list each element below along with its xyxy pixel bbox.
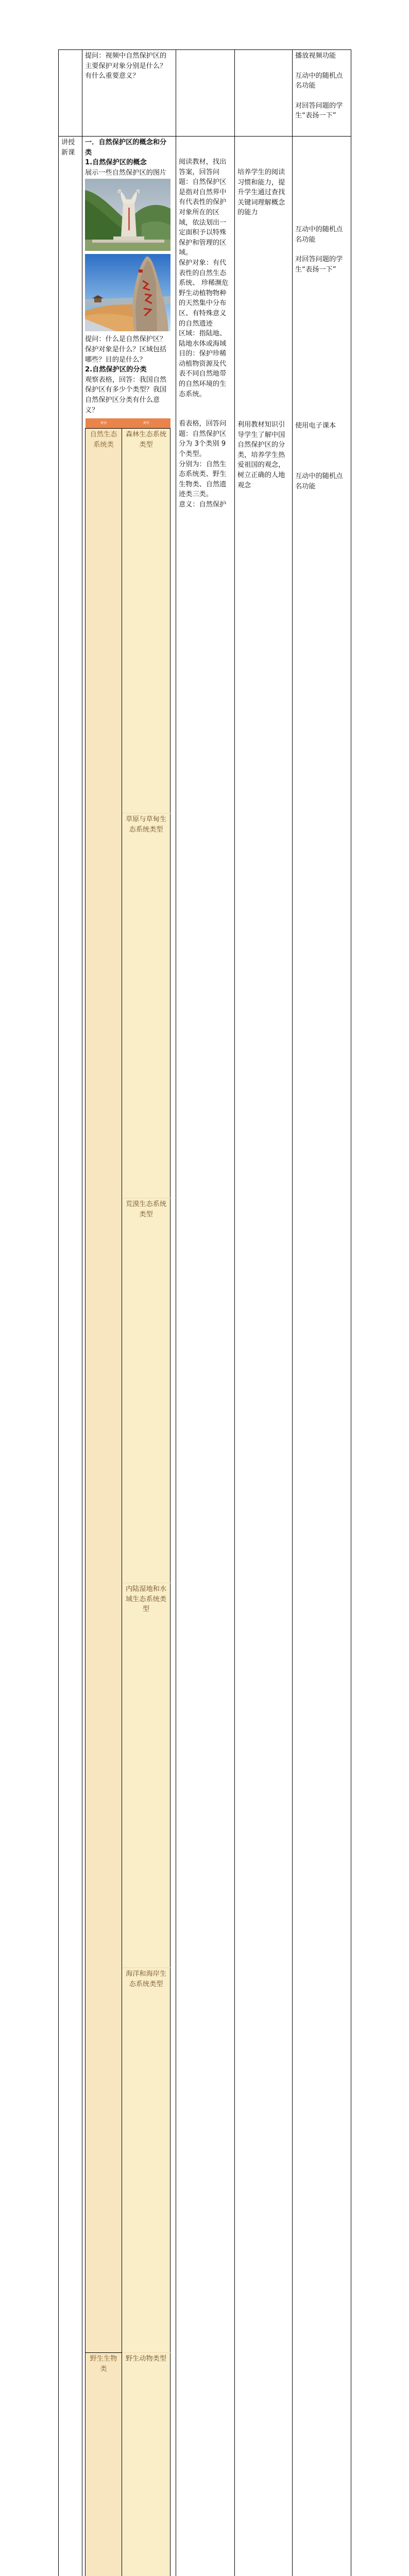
tech-note: 互动中的随机点名功能 [295,71,348,91]
teacher-activity-cell [82,50,176,137]
tech-use-cell [293,137,351,2576]
category-cell: 自然生态系统类 [86,429,122,2353]
tech-note: 使用电子课本 [295,421,348,431]
student-activity-cell [176,50,235,137]
student-answer: 保护对象：有代表性的自然生态系统、 珍稀濒危野生动植物物种的天然集中分布区、有特殊意义的自然遗迹 [179,258,232,329]
question-text: 提问：视频中自然保护区的主要保护对象分别是什么？有什么重要意义？ [85,51,173,81]
design-intent-cell [235,137,293,2576]
table-header: 类型 [122,418,171,429]
student-answer: 目的：保护珍稀动植物资源及代表不同自然地带的自然环境的生态系统。 [179,349,232,399]
shapotou-stone-photo [85,254,171,331]
type-cell: 内陆湿地和水域生态系统类型 [122,1583,171,1968]
question-text: 提问：什么是自然保护区？保护对象是什么？区域包括哪些？目的是什么？ [85,334,173,365]
design-intent: 培养学生的阅读习惯和能力，提升学生通过查找关键词理解概念的能力 [237,167,289,218]
type-cell: 草原与草甸生态系统类型 [122,814,171,1198]
student-activity-cell [176,137,235,2576]
table-row [86,429,171,814]
design-intent-cell [235,50,293,137]
stage-cell [59,137,82,2576]
lesson-plan-table [58,49,351,2576]
table-header-row [86,418,171,429]
student-answer: 分别为：自然生态系统类、野生生物类、自然遗迹类三类。 [179,460,232,500]
reserve-classification-table [85,418,171,2576]
student-answer: 意义：自然保护 [179,500,232,510]
tech-use-cell [293,50,351,137]
question-text: 观察表格，回答：我国自然保护区有多少个类型？我国自然保护区分类有什么意义？ [85,375,173,415]
intro-text: 展示一些自然保护区的图片 [85,168,173,178]
stage-cell [59,50,82,137]
table-row [86,2353,171,2576]
tech-note: 互动中的随机点名功能 [295,225,348,245]
table-row [59,50,351,137]
tech-note: 互动中的随机点名功能 [295,471,348,492]
student-answer: 区域：指陆地、陆地水体或海域 [179,329,232,349]
subsection-heading: 2.自然保护区的分类 [85,365,173,375]
stage-label: 讲授新课 [61,138,79,158]
sanjiangyuan-monument-photo [85,179,171,251]
subsection-heading: 1.自然保护区的概念 [85,158,173,168]
tech-note: 播放视频功能 [295,51,348,61]
table-row [59,137,351,2576]
student-answer: 看表格，回答问题：自然保护区分为 3个类别 9个类型。 [179,419,232,459]
category-cell: 野生生物类 [86,2353,122,2576]
section-heading: 一．自然保护区的概念和分类 [85,138,173,158]
student-answer: 阅读教材，找出答案，回答问题：自然保护区是指对自然界中有代表性的保护对象所在的区域，依法划出一定面积予以特殊保护和管理的区域。 [179,157,232,258]
type-cell: 野生动物类型 [122,2353,171,2576]
teacher-activity-cell [82,137,176,2576]
type-cell: 荒漠生态系统类型 [122,1198,171,1583]
table-header: 类别 [86,418,122,429]
type-cell: 森林生态系统类型 [122,429,171,814]
type-cell: 海洋和海岸生态系统类型 [122,1968,171,2353]
tech-note: 对回答问题的学生“表扬一下” [295,101,348,121]
document-page [0,0,409,579]
design-intent: 利用教材知识引导学生了解中国自然保护区的分类，培养学生热爱祖国的观念，树立正确的人地观念 [237,420,289,490]
tech-note: 对回答问题的学生“表扬一下” [295,255,348,275]
